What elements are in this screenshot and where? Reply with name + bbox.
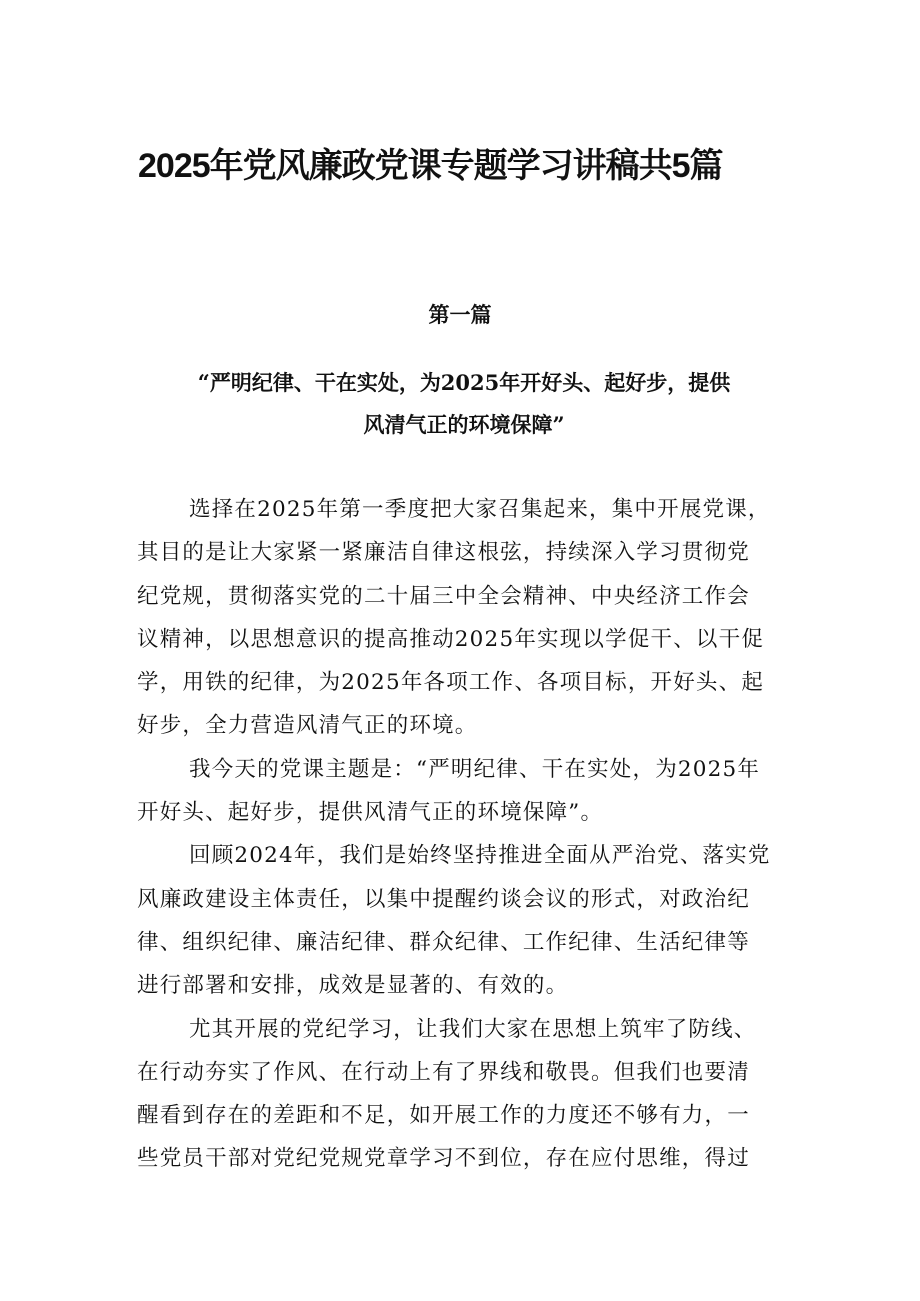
text-line: 开好头、起好步，提供风清气正的环境保障”。 (137, 800, 604, 826)
text-line: 议精神，以思想意识的提高推动2025年实现以学促干、以干促 (137, 626, 765, 652)
paragraph (137, 1008, 797, 1181)
speech-subtitle (150, 362, 778, 446)
text-line: 尤其开展的党纪学习，让我们大家在思想上筑牢了防线、 (189, 1016, 757, 1042)
text-line: 其目的是让大家紧一紧廉洁自律这根弦，持续深入学习贯彻党 (137, 540, 750, 566)
text-line: 纪党规，贯彻落实党的二十届三中全会精神、中央经济工作会 (137, 583, 750, 609)
subtitle-line: “严明纪律、干在实处，为2025年开好头、起好步，提供 (197, 370, 731, 395)
text-line: 醒看到存在的差距和不足，如开展工作的力度还不够有力，一 (137, 1103, 750, 1129)
text-line: 回顾2024年，我们是始终坚持推进全面从严治党、落实党 (189, 843, 771, 869)
paragraph (137, 488, 797, 748)
document-title: 2025年党风廉政党课专题学习讲稿共5篇 (138, 147, 723, 185)
text-line: 些党员干部对党纪党规党章学习不到位，存在应付思维，得过 (137, 1146, 750, 1172)
text-line: 律、组织纪律、廉洁纪律、群众纪律、工作纪律、生活纪律等 (137, 929, 750, 955)
text-line: 风廉政建设主体责任，以集中提醒约谈会议的形式，对政治纪 (137, 886, 750, 912)
text-line: 选择在2025年第一季度把大家召集起来，集中开展党课， (189, 497, 771, 522)
subtitle-line: 风清气正的环境保障” (363, 412, 565, 437)
body-text (137, 488, 797, 1181)
text-line: 进行部署和安排，成效是显著的、有效的。 (137, 973, 569, 999)
text-line: 我今天的党课主题是：“严明纪律、干在实处，为2025年 (189, 756, 761, 782)
paragraph (137, 834, 797, 1007)
text-line: 在行动夯实了作风、在行动上有了界线和敬畏。但我们也要清 (137, 1059, 750, 1085)
text-line: 好步，全力营造风清气正的环境。 (137, 713, 478, 739)
paragraph (137, 748, 797, 835)
section-heading: 第一篇 (428, 302, 492, 327)
text-line: 学，用铁的纪律，为2025年各项工作、各项目标，开好头、起 (137, 670, 765, 696)
